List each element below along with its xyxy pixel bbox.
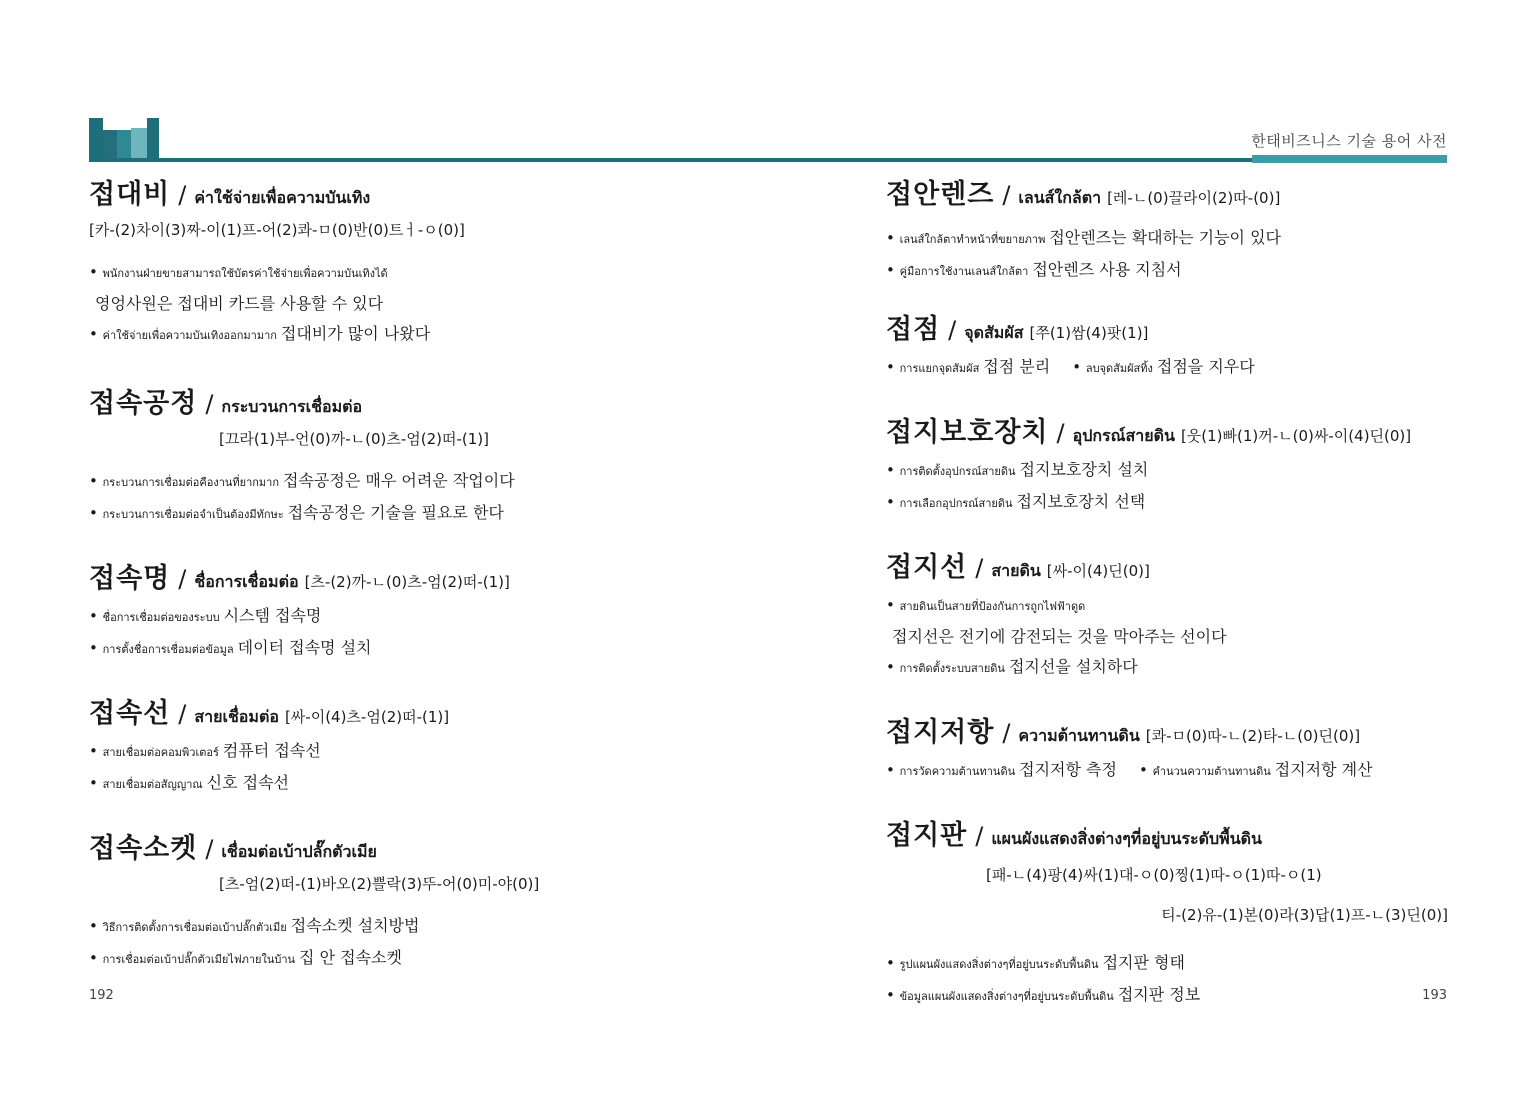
- entry-heading: [886, 414, 1448, 455]
- example-thai: กระบวนการเชื่อมต่อคืองานที่ยากมาก: [102, 476, 280, 489]
- entry: [89, 385, 749, 530]
- example-thai: วิธีการติดตั้งการเชื่อมต่อเบ้าปลั๊กตัวเมีย: [102, 921, 287, 934]
- example: • สายดินเป็นสายที่ป้องกันการถูกไฟฟ้าดูด 접지선은 전기에 감전되는 것을 막아주는 선이다: [886, 590, 1448, 652]
- example: • กระบวนการเชื่อมต่อจำเป็นต้องมีทักษะ 접속공정은 기술을 필요로 한다: [89, 503, 504, 522]
- example-thai: สายเชื่อมต่อสัญญาณ: [102, 778, 203, 791]
- gloss: สายดิน: [991, 561, 1041, 580]
- example-korean: 접점을 지우다: [1156, 357, 1255, 376]
- example: • สายเชื่อมต่อสัญญาณ 신호 접속선: [89, 773, 290, 792]
- entry-heading: [89, 695, 749, 736]
- example-thai: กระบวนการเชื่อมต่อจำเป็นต้องมีทักษะ: [102, 508, 284, 521]
- slash: /: [178, 181, 187, 209]
- example-korean: 접지보호장치 설치: [1019, 460, 1149, 479]
- example: • การวัดความต้านทานดิน 접지저항 측정 • คำนวนความต้านทานดิน 접지저항 계산: [886, 760, 1373, 779]
- example-thai: พนักงานฝ่ายขายสามารถใช้บัตรค่าใช้จ่ายเพื่อความบันเทิงได้: [102, 267, 388, 280]
- example-thai: ข้อมูลแผนผังแสดงสิ่งต่างๆที่อยู่บนระดับพื้นดิน: [899, 990, 1114, 1003]
- entry: [886, 176, 1448, 287]
- pronunciation: [패-ㄴ(4)팡(4)싸(1)대-ㅇ(0)찡(1)따-ㅇ(1)따-ㅇ(1): [986, 866, 1322, 884]
- gloss: เชื่อมต่อเบ้าปลั๊กตัวเมีย: [221, 842, 377, 861]
- head-word: 접대비: [89, 179, 171, 210]
- left-column: [89, 176, 749, 975]
- example: • การติดตั้งอุปกรณ์สายดิน 접지보호장치 설치: [886, 460, 1149, 479]
- slash: /: [1056, 419, 1065, 447]
- example-thai: รูปแผนผังแสดงสิ่งต่างๆที่อยู่บนระดับพื้นดิน: [899, 958, 1099, 971]
- header-decoration: [89, 118, 161, 162]
- example-thai: การติดตั้งระบบสายดิน: [899, 662, 1005, 675]
- example-thai: คู่มือการใช้งานเลนส์ใกล้ตา: [899, 265, 1029, 278]
- example: • การแยกจุดสัมผัส 접점 분리 • ลบจุดสัมผัสทิ้ง 접점을 지우다: [886, 357, 1255, 376]
- head-word: 접안렌즈: [886, 179, 995, 210]
- example-korean: 접점 분리: [983, 357, 1051, 376]
- example-korean: 접속공정은 매우 어려운 작업이다: [283, 471, 515, 490]
- head-word: 접지보호장치: [886, 417, 1049, 448]
- gloss: อุปกรณ์สายดิน: [1072, 426, 1175, 445]
- example: • เลนส์ใกล้ตาทำหน้าที่ขยายภาพ 접안렌즈는 확대하는 기능이 있다: [886, 228, 1281, 247]
- example-thai: การตั้งชื่อการเชื่อมต่อข้อมูล: [102, 643, 234, 656]
- entry-heading: [886, 311, 1448, 352]
- head-word: 접지선: [886, 552, 968, 583]
- example-korean: 접지판 정보: [1117, 985, 1201, 1004]
- example-korean: 접지보호장치 선택: [1016, 492, 1146, 511]
- example-korean: 신호 접속선: [206, 773, 290, 792]
- example: • สายเชื่อมต่อคอมพิวเตอร์ 컴퓨터 접속선: [89, 741, 321, 760]
- pronunciation: [쭈(1)쌈(4)팟(1)]: [1029, 324, 1149, 342]
- slash: /: [178, 700, 187, 728]
- example: • รูปแผนผังแสดงสิ่งต่างๆที่อยู่บนระดับพื้นดิน 접지판 형태: [886, 953, 1185, 972]
- example-thai: การเชื่อมต่อเบ้าปลั๊กตัวเมียไฟภายในบ้าน: [102, 953, 296, 966]
- example-thai: การวัดความต้านทานดิน: [899, 765, 1016, 778]
- entry-heading: [89, 560, 749, 601]
- example-thai: ค่าใช้จ่ายเพื่อความบันเทิงออกมามาก: [102, 329, 277, 342]
- example: • วิธีการติดตั้งการเชื่อมต่อเบ้าปลั๊กตัวเมีย 접속소켓 설치방법: [89, 916, 420, 935]
- pronunciation: [츠-엄(2)떠-(1)바오(2)쁠락(3)뚜-어(0)미-야(0)]: [219, 875, 540, 893]
- pronunciation: [싸-이(4)딘(0)]: [1046, 562, 1150, 580]
- entry-heading: [89, 830, 749, 871]
- slash: /: [1002, 719, 1011, 747]
- gloss: ความต้านทานดิน: [1018, 726, 1140, 745]
- head-word: 접속선: [89, 698, 171, 729]
- example: • คู่มือการใช้งานเลนส์ใกล้ตา 접안렌즈 사용 지침서: [886, 260, 1182, 279]
- pronunciation: [츠-(2)까-ㄴ(0)츠-엄(2)떠-(1)]: [304, 573, 510, 591]
- example-korean: 접지판 형태: [1102, 953, 1185, 972]
- gloss: กระบวนการเชื่อมต่อ: [221, 397, 363, 416]
- page-number-left: 192: [89, 988, 114, 1003]
- slash: /: [975, 822, 984, 850]
- example-korean: 접지저항 계산: [1274, 760, 1373, 779]
- entry: [886, 817, 1448, 1012]
- head-word: 접점: [886, 314, 941, 345]
- pronunciation: [콰-ㅁ(0)따-ㄴ(2)타-ㄴ(0)딘(0)]: [1145, 727, 1361, 745]
- example-korean: 접속공정은 기술을 필요로 한다: [287, 503, 504, 522]
- head-word: 접속공정: [89, 388, 198, 419]
- slash: /: [975, 554, 984, 582]
- page-number-right: 193: [1422, 988, 1447, 1003]
- head-word: 접지판: [886, 820, 968, 851]
- slash: /: [948, 316, 957, 344]
- entry: [89, 695, 749, 800]
- slash: /: [205, 835, 214, 863]
- entry-heading: [886, 817, 1448, 858]
- entry-heading: [886, 714, 1448, 755]
- slash: /: [178, 565, 187, 593]
- right-column: [886, 176, 1448, 1012]
- entry: [886, 549, 1448, 684]
- example: • กระบวนการเชื่อมต่อคืองานที่ยากมาก 접속공정은 매우 어려운 작업이다: [89, 471, 515, 490]
- book-title: 한태비즈니스 기술 용어 사전: [1251, 132, 1447, 150]
- pronunciation: [레-ㄴ(0)끌라이(2)따-(0)]: [1107, 189, 1281, 207]
- head-word: 접속명: [89, 563, 171, 594]
- example: • การติดตั้งระบบสายดิน 접지선을 설치하다: [886, 657, 1138, 676]
- entry-heading: [886, 176, 1448, 217]
- example: • การเลือกอุปกรณ์สายดิน 접지보호장치 선택: [886, 492, 1146, 511]
- entry-heading: [89, 385, 749, 426]
- example-korean: 접안렌즈는 확대하는 기능이 있다: [1049, 228, 1281, 247]
- gloss: ชื่อการเชื่อมต่อ: [194, 572, 299, 591]
- entry-heading: [89, 176, 749, 217]
- example-thai: ชื่อการเชื่อมต่อของระบบ: [102, 611, 220, 624]
- entry: [886, 714, 1448, 787]
- example: • ข้อมูลแผนผังแสดงสิ่งต่างๆที่อยู่บนระดับพื้นดิน 접지판 정보: [886, 985, 1201, 1004]
- header-rule: [89, 158, 1447, 162]
- entry: [89, 176, 749, 351]
- pronunciation-continued: 티-(2)유-(1)본(0)라(3)답(1)프-ㄴ(3)딘(0)]: [1161, 906, 1448, 924]
- header-rule-accent: [1252, 155, 1447, 163]
- slash: /: [205, 390, 214, 418]
- example-korean: 접대비가 많이 나왔다: [280, 324, 431, 343]
- example-thai: สายเชื่อมต่อคอมพิวเตอร์: [102, 746, 219, 759]
- example-korean: 컴퓨터 접속선: [222, 741, 321, 760]
- pronunciation: [카-(2)차이(3)짜-이(1)프-어(2)콰-ㅁ(0)반(0)트ㅓ-ㅇ(0)]: [89, 221, 465, 239]
- example: • ค่าใช้จ่ายเพื่อความบันเทิงออกมามาก 접대비가 많이 나왔다: [89, 324, 431, 343]
- head-word: 접속소켓: [89, 833, 198, 864]
- pronunciation: [싸-이(4)츠-엄(2)떠-(1)]: [284, 708, 450, 726]
- entry: [886, 414, 1448, 519]
- gloss: สายเชื่อมต่อ: [194, 707, 279, 726]
- example-thai: การติดตั้งอุปกรณ์สายดิน: [899, 465, 1016, 478]
- example: • ชื่อการเชื่อมต่อของระบบ 시스템 접속명: [89, 606, 322, 625]
- example-korean: 접속소켓 설치방법: [290, 916, 420, 935]
- entry: [89, 560, 749, 665]
- pronunciation: [끄라(1)부-언(0)까-ㄴ(0)츠-엄(2)떠-(1)]: [219, 430, 490, 448]
- example-korean: 접지선을 설치하다: [1008, 657, 1138, 676]
- example: • การตั้งชื่อการเชื่อมต่อข้อมูล 데이터 접속명 설치: [89, 638, 372, 657]
- entry: [886, 311, 1448, 384]
- example-korean: 영엉사원은 접대비 카드를 사용할 수 있다: [95, 294, 384, 313]
- example-thai: เลนส์ใกล้ตาทำหน้าที่ขยายภาพ: [899, 233, 1046, 246]
- example: • พนักงานฝ่ายขายสามารถใช้บัตรค่าใช้จ่ายเพื่อความบันเทิงได้ 영엉사원은 접대비 카드를 사용할 수 있다: [89, 257, 749, 319]
- entry-heading: [886, 549, 1448, 590]
- head-word: 접지저항: [886, 717, 995, 748]
- example: • การเชื่อมต่อเบ้าปลั๊กตัวเมียไฟภายในบ้าน 집 안 접속소켓: [89, 948, 402, 967]
- entry: [89, 830, 749, 975]
- example-korean: 접지저항 측정: [1019, 760, 1117, 779]
- example-thai: สายดินเป็นสายที่ป้องกันการถูกไฟฟ้าดูด: [899, 600, 1086, 613]
- gloss: เลนส์ใกล้ตา: [1018, 188, 1102, 207]
- example-korean: 접지선은 전기에 감전되는 것을 막아주는 선이다: [892, 627, 1227, 646]
- slash: /: [1002, 181, 1011, 209]
- example-thai: ลบจุดสัมผัสทิ้ง: [1085, 362, 1153, 375]
- gloss: แผนผังแสดงสิ่งต่างๆที่อยู่บนระดับพื้นดิน: [991, 829, 1262, 848]
- example-korean: 집 안 접속소켓: [299, 948, 402, 967]
- example-thai: การเลือกอุปกรณ์สายดิน: [899, 497, 1013, 510]
- example-thai: การแยกจุดสัมผัส: [899, 362, 980, 375]
- gloss: จุดสัมผัส: [964, 323, 1024, 342]
- pronunciation: [웃(1)빠(1)꺼-ㄴ(0)싸-이(4)딘(0)]: [1180, 427, 1412, 445]
- gloss: ค่าใช้จ่ายเพื่อความบันเทิง: [194, 188, 371, 207]
- example-korean: 접안렌즈 사용 지침서: [1032, 260, 1182, 279]
- example-korean: 데이터 접속명 설치: [237, 638, 372, 657]
- example-thai: คำนวนความต้านทานดิน: [1152, 765, 1271, 778]
- example-korean: 시스템 접속명: [223, 606, 322, 625]
